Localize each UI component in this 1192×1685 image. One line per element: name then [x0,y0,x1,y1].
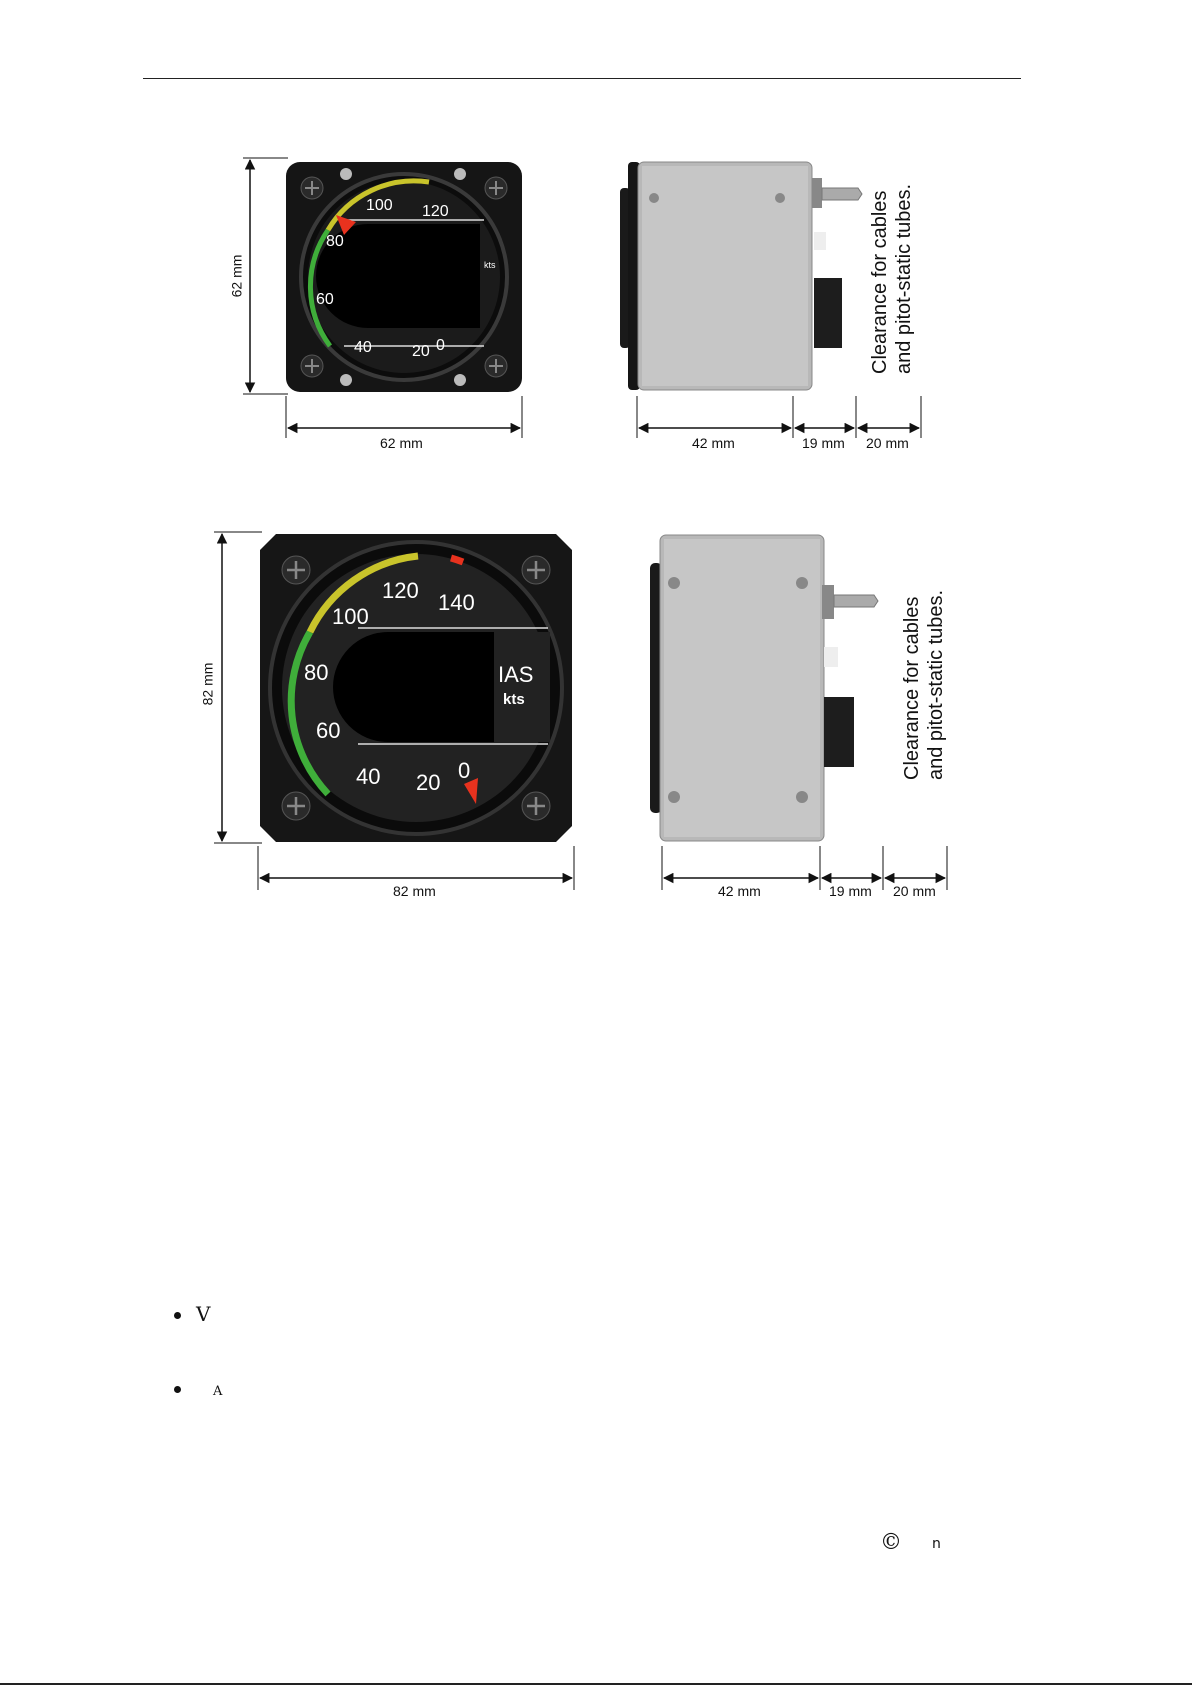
top-unit-label: kts [484,260,496,270]
top-tick-0: 0 [436,337,445,354]
bottom-clearance-note [900,590,948,780]
bottom-tick-0: 0 [458,758,471,783]
bottom-front-width-label: 82 mm [393,883,436,899]
top-clearance-line1: Clearance for cables [869,190,891,374]
top-tick-80: 80 [326,233,344,250]
bottom-clearance-line1: Clearance for cables [901,596,923,780]
top-front-height-label: 62 mm [228,254,245,298]
bullet-text: V [196,1302,211,1326]
copyright-symbol: © [880,1530,902,1555]
top-side-tube-label: 19 mm [802,435,845,451]
bottom-side-depth-label: 42 mm [718,883,761,899]
bottom-side-clearance-label: 20 mm [893,883,936,899]
top-side-depth-label: 42 mm [692,435,735,451]
bottom-side-tube-label: 19 mm [829,883,872,899]
top-tick-60: 60 [316,291,334,308]
top-tick-20: 20 [412,343,430,360]
bottom-tick-40: 40 [356,764,381,789]
bottom-clearance-line2: and pitot-static tubes. [925,589,947,780]
bullet-dot [174,1386,181,1393]
bottom-tick-80: 80 [304,660,329,685]
bottom-tick-140: 140 [438,590,475,615]
bottom-ias-label: IAS [498,662,534,687]
bottom-tick-100: 100 [332,604,369,629]
top-clearance-line2: and pitot-static tubes. [893,183,915,374]
top-tick-100: 100 [366,197,393,214]
top-front-width-label: 62 mm [380,435,423,451]
bullet-item-1 [174,1302,234,1328]
bullet-dot [174,1312,181,1319]
bottom-tick-120: 120 [382,578,419,603]
bottom-front-instrument [258,532,574,844]
top-tick-120: 120 [422,203,449,220]
bottom-front-height-label: 82 mm [199,662,216,706]
bottom-tick-20: 20 [416,770,441,795]
footer-trail: n [932,1536,941,1552]
bottom-tick-60: 60 [316,718,341,743]
bullet-item-2 [174,1380,234,1406]
bottom-unit-label: kts [503,691,525,708]
bullet-text: A [213,1384,223,1399]
top-side-clearance-label: 20 mm [866,435,909,451]
bottom-side-housing [648,533,898,845]
top-tick-40: 40 [354,339,372,356]
